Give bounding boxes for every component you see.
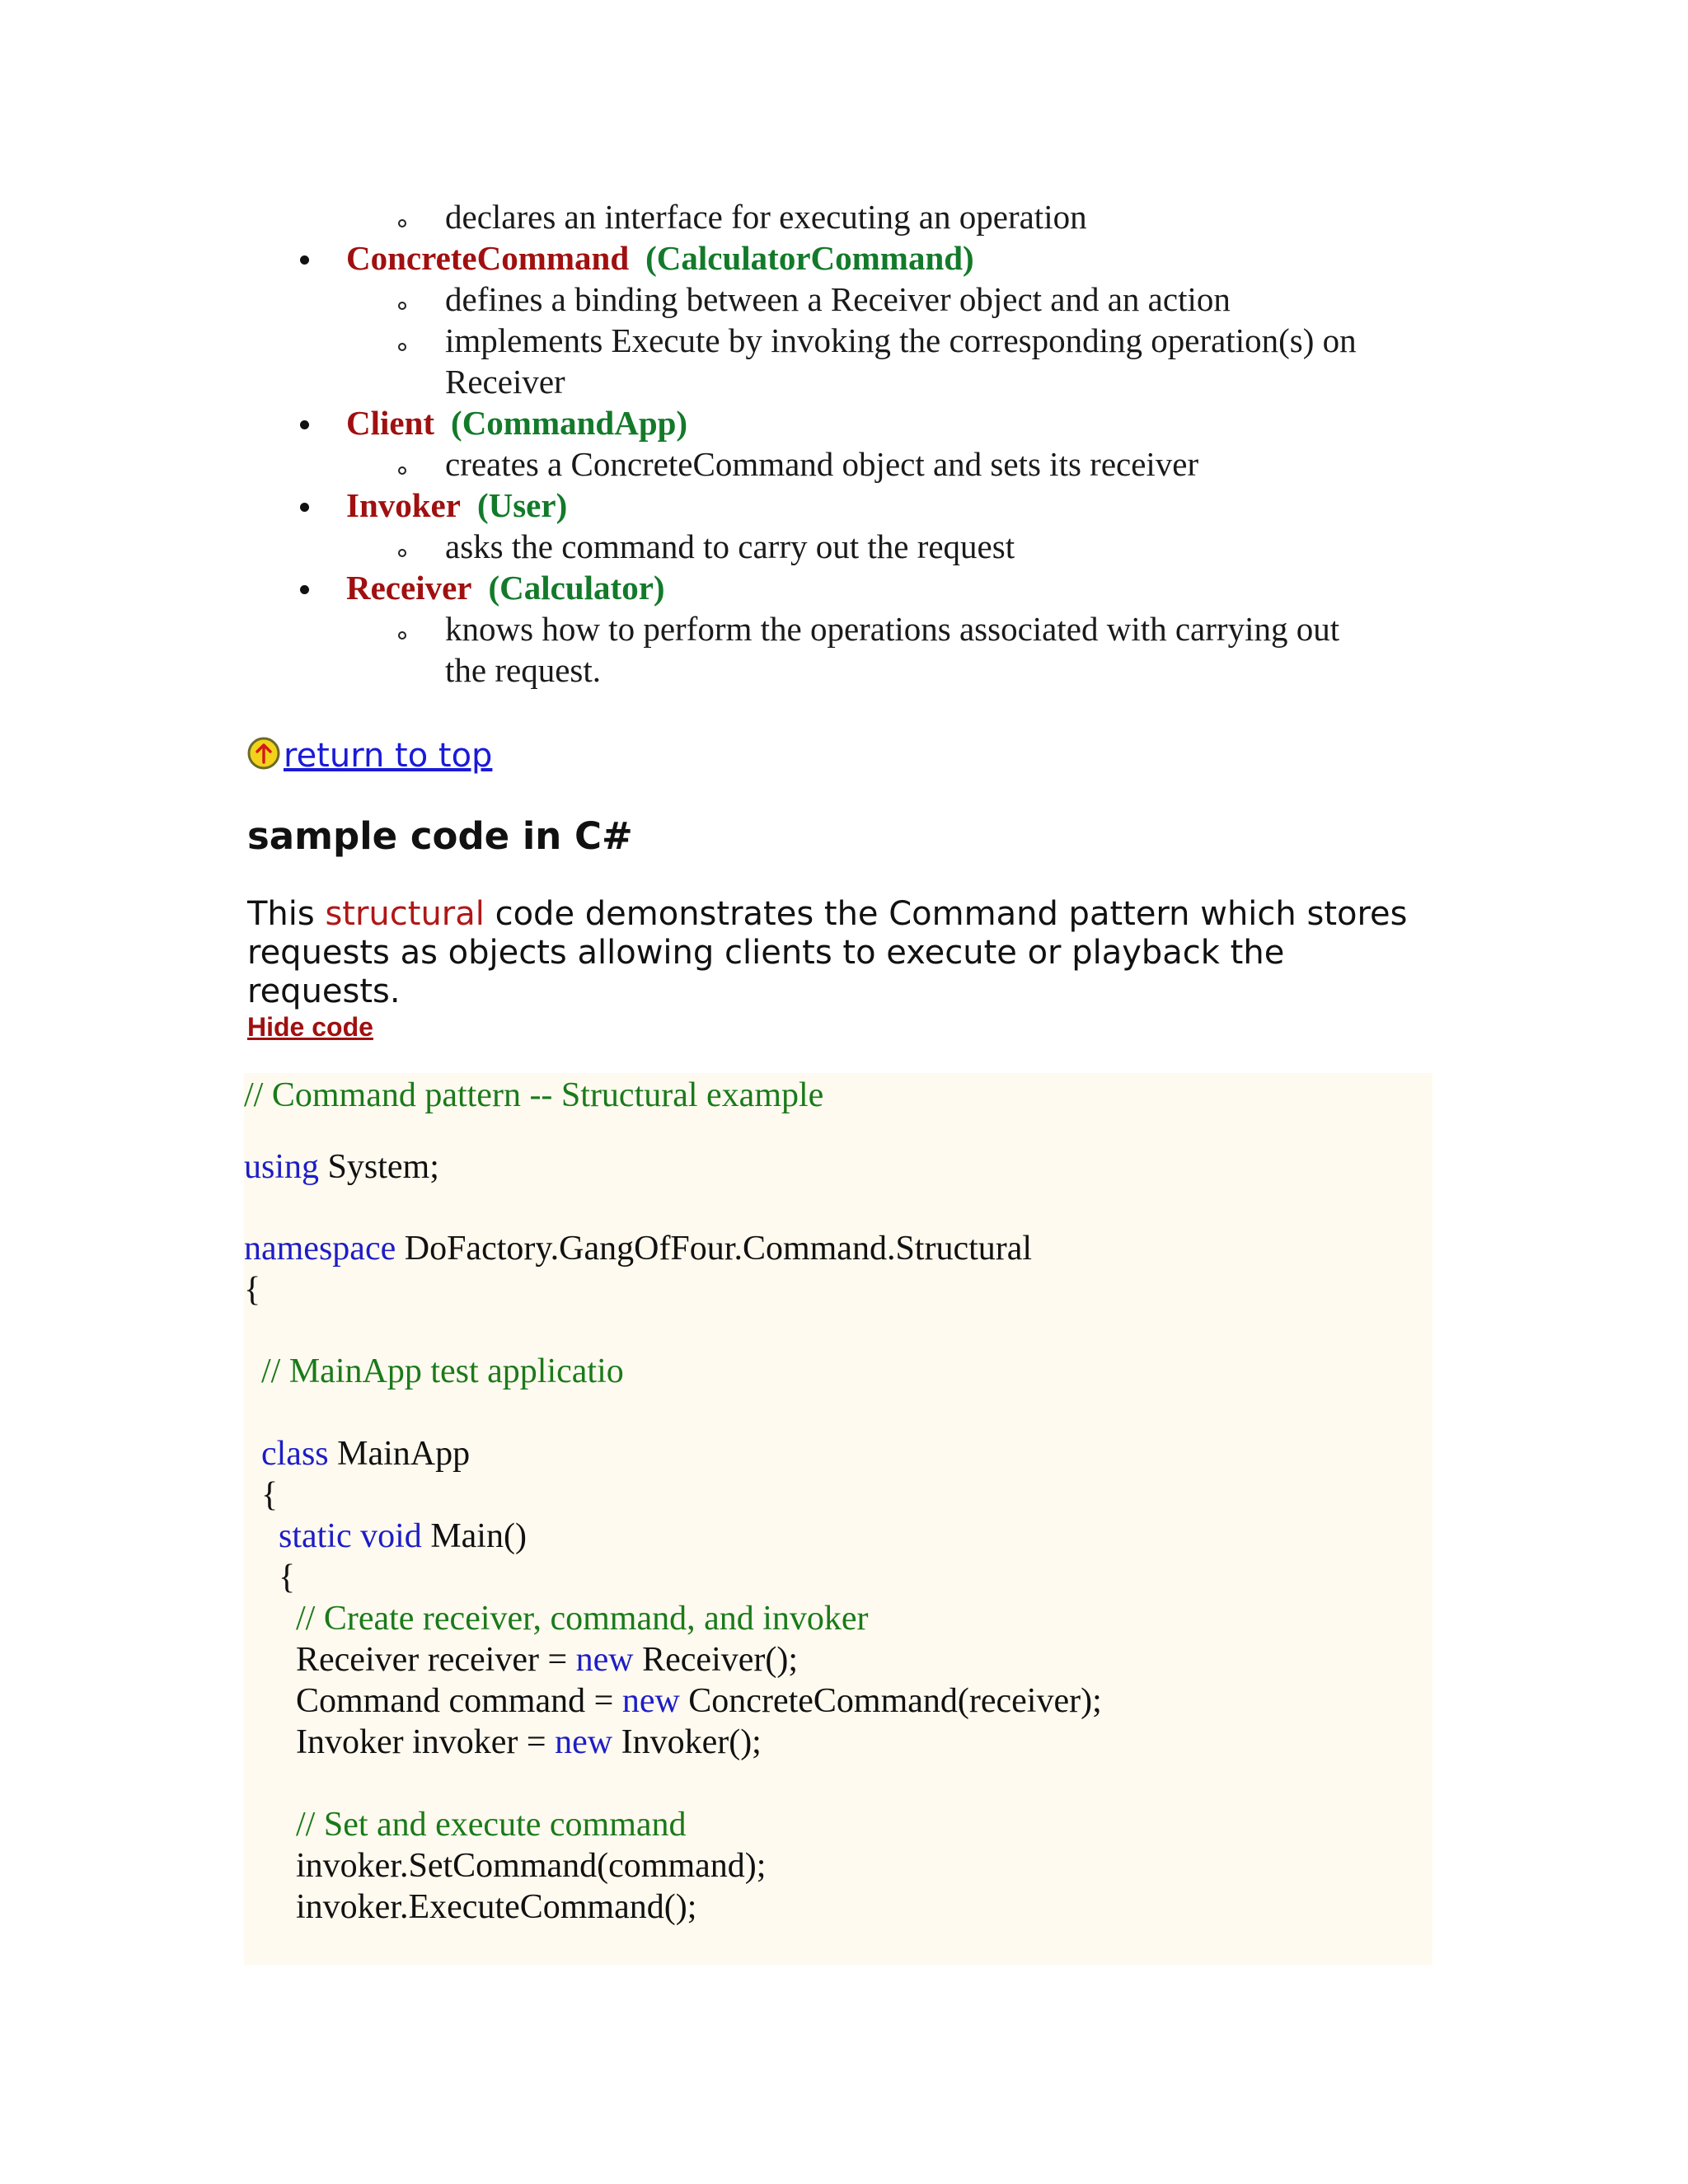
circle-bullet-icon: [398, 219, 406, 227]
code-line: static void Main(): [279, 1517, 527, 1555]
code-line: {: [244, 1271, 261, 1309]
role-example: (CalculatorCommand): [645, 239, 974, 277]
up-arrow-icon[interactable]: [247, 737, 280, 770]
circle-bullet-icon: [398, 302, 406, 310]
role-example: (CommandApp): [451, 404, 688, 442]
list-item: declares an interface for executing an operation: [246, 196, 1449, 237]
code-block: [244, 1073, 1432, 1965]
participant-receiver: [246, 567, 1449, 608]
code-line: using System;: [244, 1148, 439, 1186]
code-line: {: [244, 1476, 279, 1514]
code-comment: // Command pattern -- Structural example: [244, 1076, 824, 1114]
structural-keyword: structural: [325, 895, 485, 933]
return-to-top[interactable]: [247, 735, 492, 776]
code-comment: // MainApp test applicatio: [244, 1352, 624, 1390]
section-title: sample code in C#: [247, 814, 633, 858]
code-line: invoker.SetCommand(command);: [244, 1847, 767, 1885]
role-name: Invoker: [346, 486, 461, 524]
code-line: {: [244, 1558, 296, 1596]
role-name: Receiver: [346, 569, 472, 607]
circle-bullet-icon: [398, 466, 406, 475]
intro-paragraph: This structural code demonstrates the Command pattern which stores requests as objects allowing clients to execute or playback the requests.: [247, 895, 1408, 1010]
circle-bullet-icon: [398, 549, 406, 557]
role-example: (User): [476, 486, 568, 524]
disc-bullet-icon: [300, 420, 309, 429]
role-name: ConcreteCommand: [346, 239, 630, 277]
code-line: Invoker invoker = new Invoker();: [244, 1723, 762, 1761]
list-item: asks the command to carry out the request: [246, 526, 1449, 567]
participant-invoker: [246, 485, 1449, 526]
circle-bullet-icon: [398, 631, 406, 640]
circle-bullet-icon: [398, 343, 406, 351]
disc-bullet-icon: [300, 503, 309, 512]
disc-bullet-icon: [300, 585, 309, 594]
list-item: implements Execute by invoking the corresponding operation(s) on Receiver: [246, 320, 1449, 402]
participant-concrete-command: [246, 237, 1449, 279]
list-item: creates a ConcreteCommand object and sets its receiver: [246, 443, 1449, 485]
code-line: invoker.ExecuteCommand();: [244, 1888, 697, 1926]
role-example: (Calculator): [488, 569, 665, 607]
hide-code-link[interactable]: Hide code: [247, 1012, 373, 1042]
disc-bullet-icon: [300, 255, 309, 265]
code-line: Receiver receiver = new Receiver();: [244, 1641, 799, 1679]
code-line: Command command = new ConcreteCommand(receiver);: [244, 1682, 1102, 1720]
code-comment: // Set and execute command: [244, 1806, 687, 1844]
list-item: knows how to perform the operations associated with carrying out the request.: [246, 608, 1449, 691]
code-line: class MainApp: [261, 1435, 471, 1473]
participants-list: [246, 196, 1449, 691]
code-comment: // Create receiver, command, and invoker: [244, 1600, 869, 1638]
list-item: defines a binding between a Receiver object and an action: [246, 279, 1449, 320]
participant-client: [246, 402, 1449, 443]
code-line: namespace DoFactory.GangOfFour.Command.Structural: [244, 1230, 1033, 1268]
role-name: Client: [346, 404, 435, 442]
return-to-top-link[interactable]: return to top: [284, 737, 493, 775]
